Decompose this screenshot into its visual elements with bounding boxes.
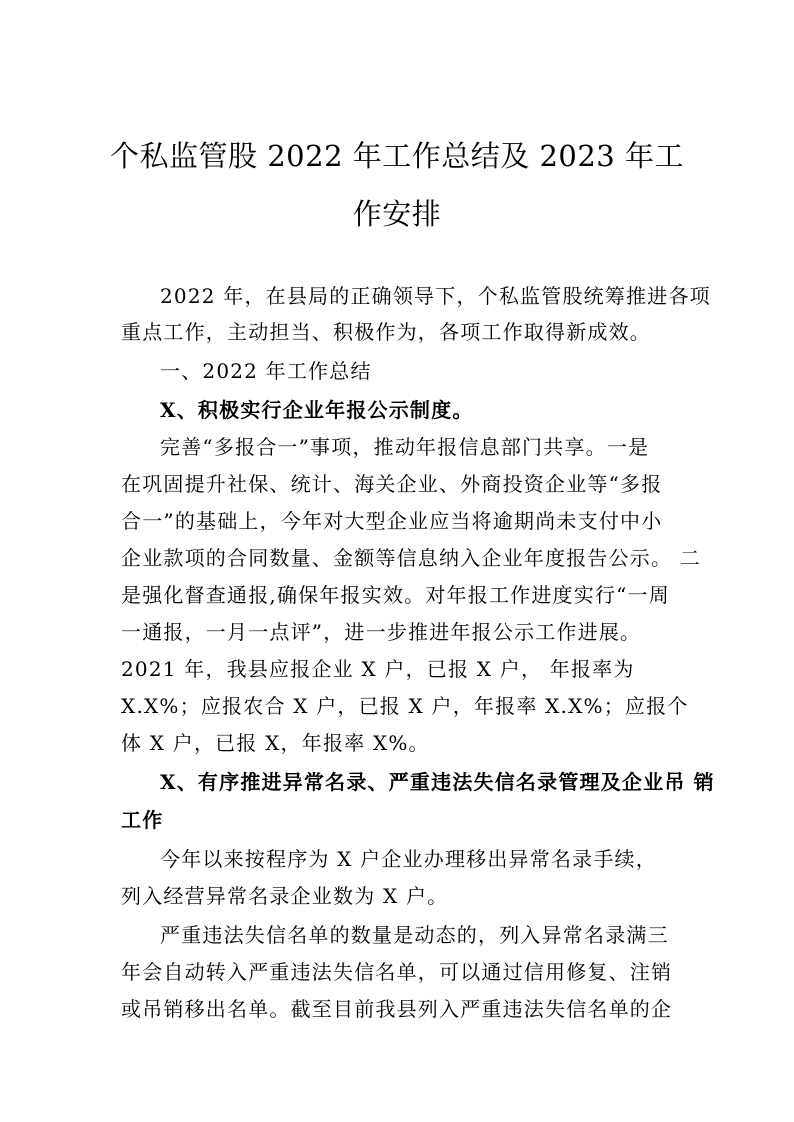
subsection-heading: X、有序推进异常名录、严重违法失信名录管理及企业吊 销: [160, 770, 715, 794]
paragraph-intro-line: 重点工作，主动担当、积极作为，各项工作取得新成效。: [121, 320, 651, 344]
statistics-line: 体 X 户，已报 X，年报率 X%。: [121, 731, 430, 755]
section-heading: 一、2022 年工作总结: [160, 359, 372, 383]
paragraph-line: 列入经营异常名录企业数为 X 户。: [121, 884, 449, 908]
paragraph-line: 今年以来按程序为 X 户企业办理移出异常名录手续，: [160, 847, 657, 871]
paragraph-line: 年会自动转入严重违法失信名单，可以通过信用修复、注销: [121, 960, 673, 984]
paragraph-intro-line: 2022 年，在县局的正确领导下，个私监管股统筹推进各项: [160, 284, 711, 308]
paragraph-line: 合一”的基础上，今年对大型企业应当将逾期尚未支付中小: [121, 509, 663, 533]
statistics-line: 2021 年，我县应报企业 X 户，已报 X 户， 年报率为: [121, 657, 635, 681]
subsection-heading: X、积极实行企业年报公示制度。: [160, 398, 474, 422]
paragraph-line: 在巩固提升社保、统计、海关企业、外商投资企业等“多报: [121, 472, 663, 496]
document-title-line-1: 个私监管股 2022 年工作总结及 2023 年工: [110, 139, 684, 173]
paragraph-line: 或吊销移出名单。截至目前我县列入严重违法失信名单的企: [121, 997, 673, 1021]
paragraph-line: 是强化督查通报,确保年报实效。对年报工作进度实行“一周: [121, 583, 670, 607]
paragraph-line: 严重违法失信名单的数量是动态的，列入异常名录满三: [160, 923, 669, 947]
paragraph-line: 一通报，一月一点评”，进一步推进年报公示工作进展。: [121, 620, 642, 644]
statistics-line: X.X%；应报农合 X 户，已报 X 户，年报率 X.X%；应报个: [121, 694, 689, 718]
document-title-line-2: 作安排: [352, 197, 442, 231]
subsection-heading-continued: 工作: [121, 808, 164, 832]
paragraph-line: 企业款项的合同数量、金额等信息纳入企业年度报告公示。 二: [121, 546, 701, 570]
paragraph-line: 完善“多报合一”事项，推动年报信息部门共享。一是: [160, 435, 650, 459]
